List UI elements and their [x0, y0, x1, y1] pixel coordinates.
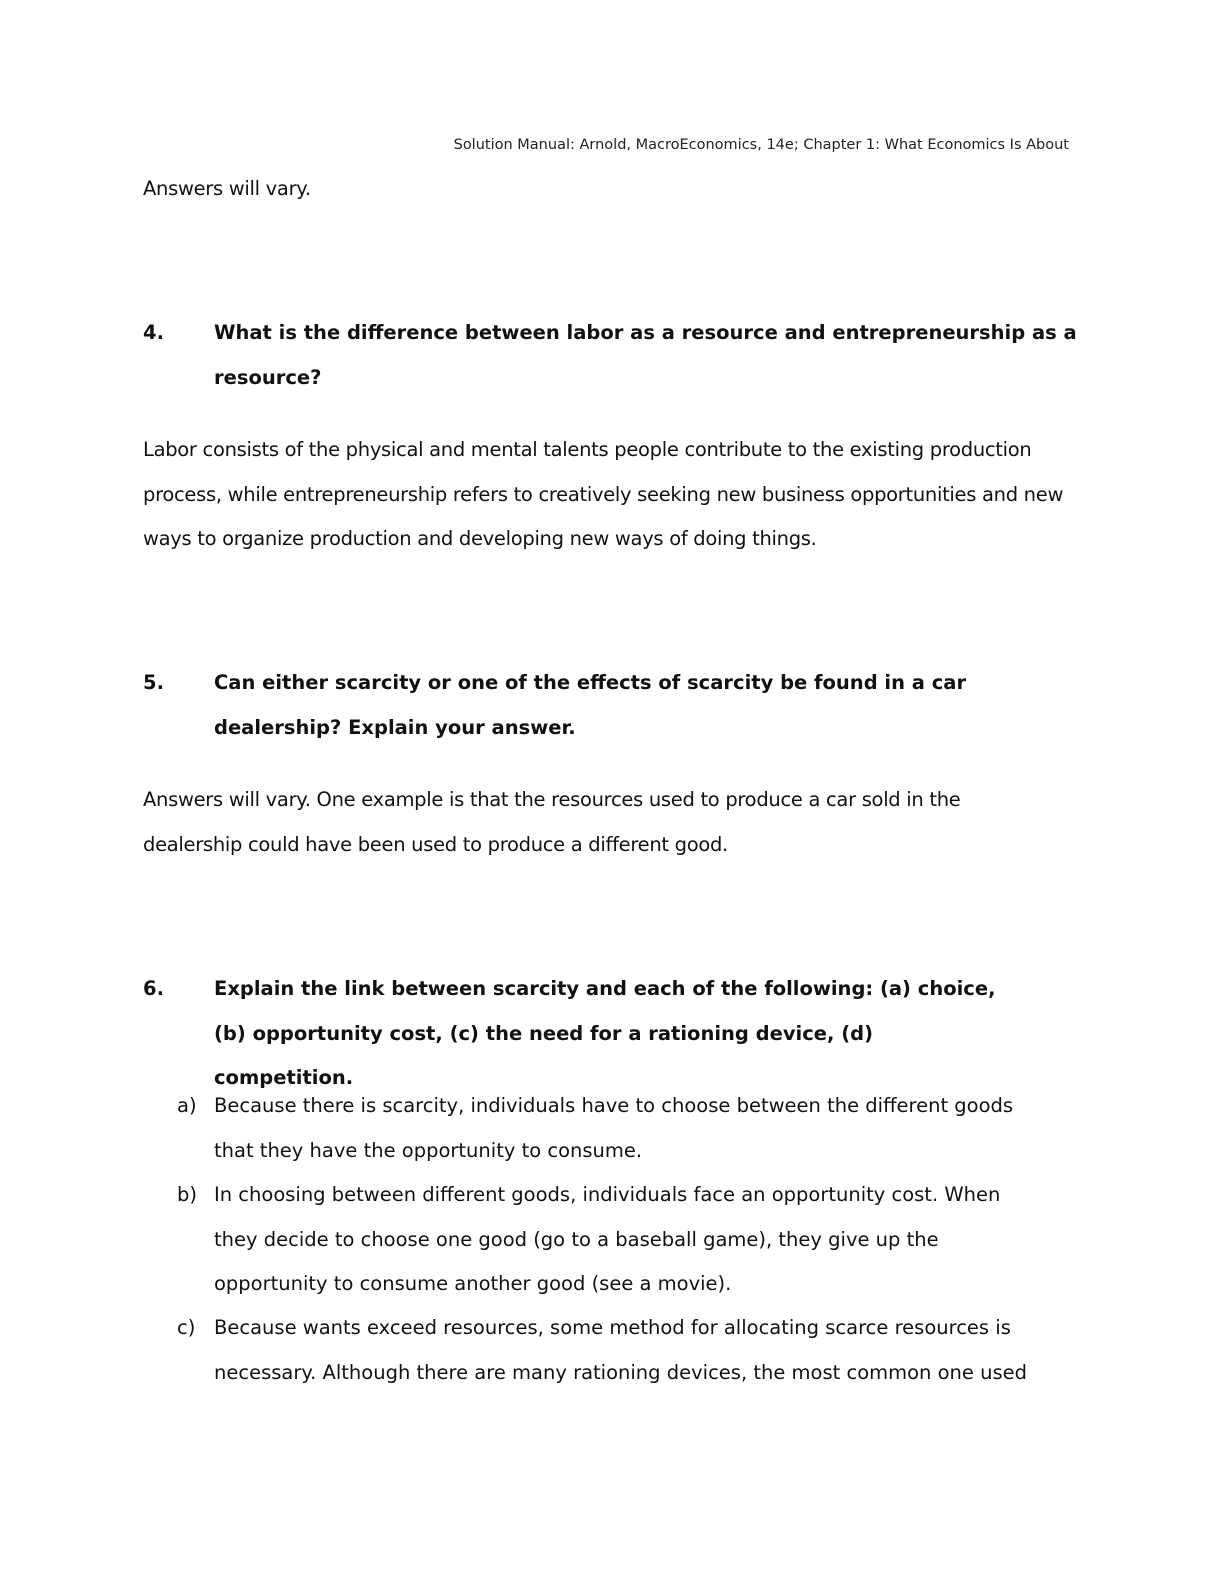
list-label: a): [177, 1094, 197, 1117]
list-item: [177, 1306, 1077, 1395]
question-text: Can either scarcity or one of the effects of scarcity be found in a car dealership? Explain your answer.: [214, 671, 967, 739]
list-text: Because wants exceed resources, some method for allocating scarce resources is necessary. Although there are many rationing devices, the most common one used: [214, 1316, 1027, 1384]
question-6: [143, 967, 1083, 1101]
question-4: [143, 311, 1083, 400]
list-item: [177, 1084, 1077, 1173]
answer-5: Answers will vary. One example is that the resources used to produce a car sold in the dealership could have been used to produce a different good.: [143, 788, 961, 856]
answer-3: Answers will vary.: [143, 177, 311, 200]
list-text: In choosing between different goods, individuals face an opportunity cost. When they decide to choose one good (go to a baseball game), they give up the opportunity to consume another good (see a movie).: [214, 1183, 1001, 1295]
question-number: 4.: [143, 321, 164, 344]
question-number: 5.: [143, 671, 164, 694]
answer-4: Labor consists of the physical and mental talents people contribute to the existing production process, while entrepreneurship refers to creatively seeking new business opportunities and new ways to organize production and developing new ways of doing things.: [143, 438, 1064, 550]
list-label: c): [177, 1316, 196, 1339]
question-text: What is the difference between labor as a resource and entrepreneurship as a resource?: [214, 321, 1077, 389]
question-number: 6.: [143, 977, 164, 1000]
question-text: Explain the link between scarcity and each of the following: (a) choice, (b) opportunity cost, (c) the need for a rationing device, (d) competition.: [214, 977, 996, 1089]
running-header: Solution Manual: Arnold, MacroEconomics, 14e; Chapter 1: What Economics Is About: [453, 137, 1069, 153]
list-text: Because there is scarcity, individuals have to choose between the different goods that they have the opportunity to consume.: [214, 1094, 1014, 1162]
question-5: [143, 661, 1083, 750]
list-label: b): [177, 1183, 197, 1206]
list-item: [177, 1173, 1077, 1307]
